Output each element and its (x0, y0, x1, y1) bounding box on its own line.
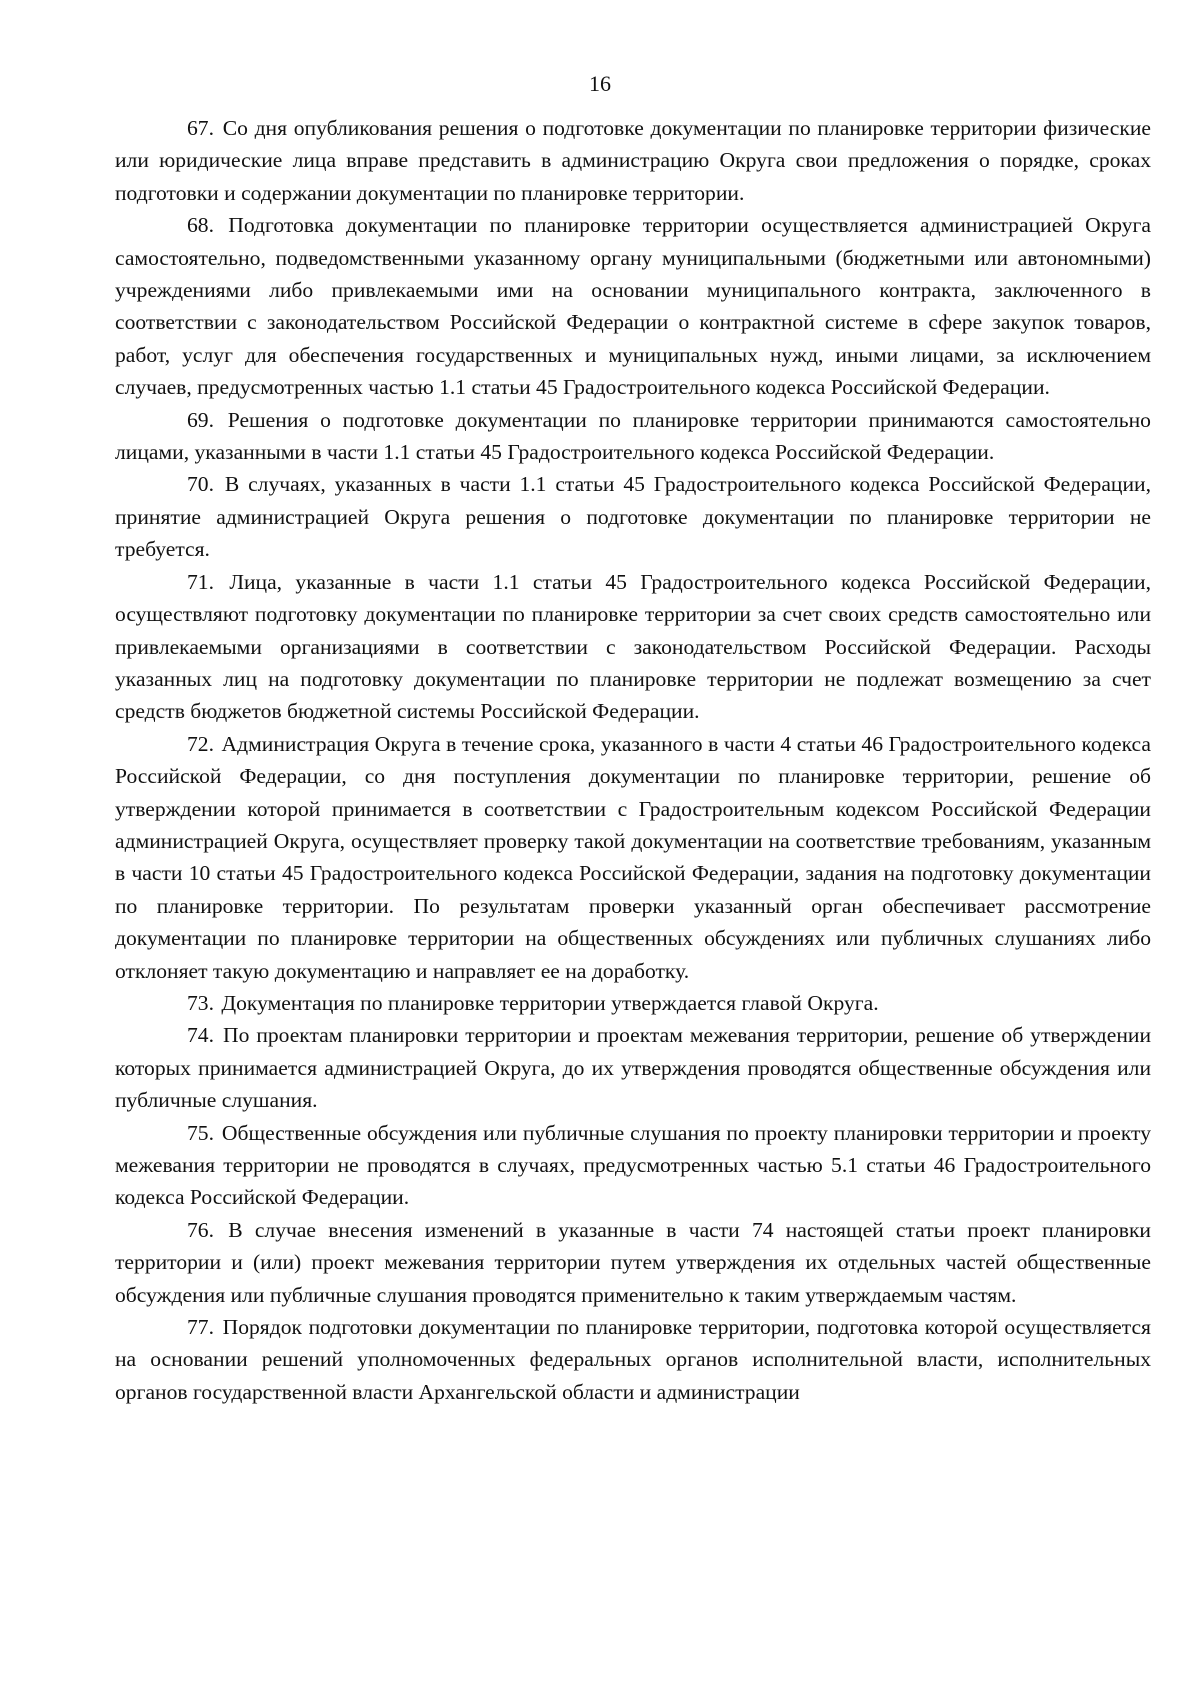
paragraph-number: 71. (187, 569, 214, 594)
document-body (115, 112, 1151, 1408)
paragraph-68 (115, 209, 1151, 403)
paragraph-number: 72. (187, 731, 214, 756)
paragraph-text: Порядок подготовки документации по планировке территории, подготовка которой осуществляется на основании решений уполномоченных федеральных органов исполнительной власти, исполнительных органов государственной власти Архангельской области и администрации (115, 1315, 1151, 1404)
paragraph-number: 75. (187, 1120, 214, 1145)
paragraph-72 (115, 728, 1151, 987)
paragraph-number: 77. (187, 1315, 214, 1340)
paragraph-text: Подготовка документации по планировке территории осуществляется администрацией Округа самостоятельно, подведомственными указанному органу муниципальными (бюджетными или автономными) учреждениями либо привлекаемыми ими на основании муниципального контракта, заключенного в соответствии с законодательством Российской Федерации о контрактной системе в сфере закупок товаров, работ, услуг для обеспечения государственных и муниципальных нужд, иными лицами, за исключением случаев, предусмотренных частью 1.1 статьи 45 Градостроительного кодекса Российской Федерации. (115, 213, 1151, 400)
paragraph-75 (115, 1117, 1151, 1214)
paragraph-text: Решения о подготовке документации по планировке территории принимаются самостоятельно лицами, указанными в части 1.1 статьи 45 Градостроительного кодекса Российской Федерации. (115, 407, 1151, 465)
paragraph-text: Документация по планировке территории утверждается главой Округа. (221, 990, 879, 1015)
paragraph-number: 68. (187, 213, 214, 238)
paragraph-77 (115, 1311, 1151, 1408)
paragraph-70 (115, 468, 1151, 565)
paragraph-76 (115, 1214, 1151, 1311)
paragraph-text: Общественные обсуждения или публичные слушания по проекту планировки территории и проекту межевания территории не проводятся в случаях, предусмотренных частью 5.1 статьи 46 Градостроительного кодекса Российской Федерации. (115, 1120, 1151, 1210)
paragraph-69 (115, 404, 1151, 469)
paragraph-text: По проектам планировки территории и проектам межевания территории, решение об утверждении которых принимается администрацией Округа, до их утверждения проводятся общественные обсуждения или публичные слушания. (115, 1023, 1152, 1113)
paragraph-text: Администрация Округа в течение срока, указанного в части 4 статьи 46 Градостроительного кодекса Российской Федерации, со дня поступления документации по планировке территории, решение об утверждении которой принимается в соответствии с Градостроительным кодексом Российской Федерации администрацией Округа, осуществляет проверку такой документации на соответствие требованиям, указанным в части 10 статьи 45 Градостроительного кодекса Российской Федерации, задания на подготовку документации по планировке территории. По результатам проверки указанный орган обеспечивает рассмотрение документации по планировке территории на общественных обсуждениях или публичных слушаниях либо отклоняет такую документацию и направляет ее на доработку. (115, 731, 1151, 983)
paragraph-number: 70. (187, 472, 214, 497)
paragraph-71 (115, 566, 1151, 728)
paragraph-text: В случаях, указанных в части 1.1 статьи 45 Градостроительного кодекса Российской Федерации, принятие администрацией Округа решения о подготовке документации по планировке территории не требуется. (115, 472, 1151, 562)
paragraph-number: 76. (187, 1217, 214, 1242)
paragraph-67 (115, 112, 1151, 209)
paragraph-number: 67. (187, 116, 214, 140)
paragraph-text: Со дня опубликования решения о подготовке документации по планировке территории физические или юридические лица вправе представить в администрацию Округа свои предложения о порядке, сроках подготовки и содержании документации по планировке территории. (115, 116, 1151, 205)
paragraph-73 (115, 987, 1151, 1019)
paragraph-text: В случае внесения изменений в указанные в части 74 настоящей статьи проект планировки территории и (или) проект межевания территории путем утверждения их отдельных частей общественные обсуждения или публичные слушания проводятся применительно к таким утверждаемым частям. (115, 1217, 1151, 1307)
paragraph-number: 73. (187, 990, 214, 1015)
paragraph-number: 74. (187, 1023, 214, 1048)
paragraph-74 (115, 1019, 1151, 1116)
page-number: 16 (589, 71, 611, 96)
paragraph-text: Лица, указанные в части 1.1 статьи 45 Градостроительного кодекса Российской Федерации, осуществляют подготовку документации по планировке территории за счет своих средств самостоятельно или привлекаемыми организациями в соответствии с законодательством Российской Федерации. Расходы указанных лиц на подготовку документации по планировке территории не подлежат возмещению за счет средств бюджетов бюджетной системы Российской Федерации. (115, 569, 1151, 724)
paragraph-number: 69. (187, 407, 214, 432)
